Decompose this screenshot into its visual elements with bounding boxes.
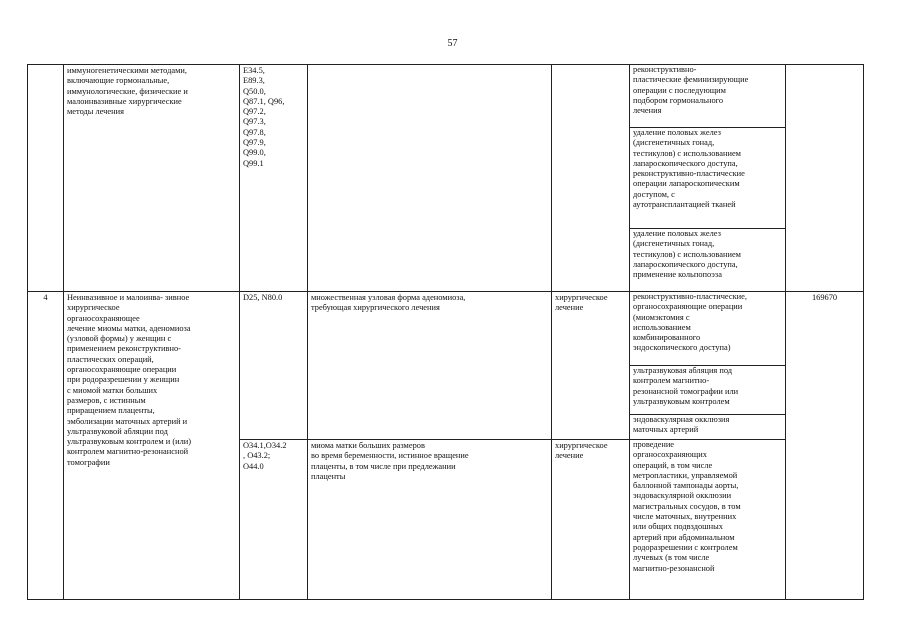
- text-line: миома матки больших размеров: [311, 441, 425, 450]
- medical-care-table: [27, 64, 864, 600]
- text-line: эндоваскулярной окклюзии: [633, 491, 732, 501]
- text-line: методы лечения: [67, 107, 124, 117]
- treatment-method-cell: [64, 65, 240, 292]
- text-line: доступом, с: [633, 189, 675, 199]
- text-line: требующая хирургического лечения: [311, 303, 440, 313]
- treatment-item: [630, 415, 785, 436]
- treatment-type-cell: [552, 440, 630, 600]
- treatment-item: [630, 128, 785, 229]
- text-line: применение кольпопоэза: [633, 270, 722, 280]
- text-line: томографии: [67, 457, 110, 467]
- text-line: Q99.0,: [243, 148, 266, 158]
- text-line: E89.3,: [243, 76, 265, 86]
- text-line: маточных артерий: [633, 425, 699, 435]
- row-number-cell: 4: [28, 292, 64, 600]
- text-line: Q99.1: [243, 158, 264, 168]
- text-line: E34.5,: [243, 66, 265, 75]
- text-line: тестикулов) с использованием: [633, 148, 741, 158]
- text-line: лечение: [555, 303, 584, 313]
- icd-codes-cell: [240, 292, 308, 440]
- text-line: операций, в том числе: [633, 460, 713, 470]
- text-line: числе маточных, внутренних: [633, 512, 737, 522]
- text-line: органосохраняющие операции: [67, 365, 177, 375]
- text-line: реконструктивно-пластические,: [633, 292, 747, 301]
- text-line: Q97.8,: [243, 127, 266, 137]
- text-line: (дисгенетичных гонад,: [633, 138, 715, 148]
- text-line: иммуногенетическими методами,: [67, 66, 187, 75]
- treatment-methods-cell: [630, 440, 786, 600]
- text-line: органосохраняющее: [67, 313, 140, 323]
- treatment-type-cell: [552, 292, 630, 440]
- text-line: ультразвуковая абляция под: [633, 366, 733, 375]
- patient-model-cell: [308, 65, 552, 292]
- treatment-methods-cell: [630, 292, 786, 440]
- text-line: ультразвуковой абляции под: [67, 426, 168, 436]
- treatment-item: [630, 366, 785, 415]
- text-line: плаценты: [311, 471, 346, 481]
- page-number: 57: [447, 38, 458, 49]
- patient-model-cell: [308, 440, 552, 600]
- treatment-item: [630, 229, 785, 280]
- text-line: резонансной томографии или: [633, 386, 739, 396]
- text-line: аутотрансплантацией тканей: [633, 200, 736, 210]
- text-line: (узловой формы) у женщин с: [67, 334, 172, 344]
- treatment-methods-cell: [630, 65, 786, 292]
- text-line: операции лапароскопическим: [633, 179, 740, 189]
- row-number-cell: [28, 65, 64, 292]
- text-line: ультразвуковым контролем и (или): [67, 437, 192, 447]
- text-line: реконструктивно-пластические: [633, 169, 745, 179]
- treatment-item: [630, 292, 785, 366]
- text-line: тестикулов) с использованием: [633, 249, 741, 259]
- text-line: Q97.2,: [243, 107, 266, 117]
- text-line: удаление половых желез: [633, 229, 721, 238]
- treatment-item: [630, 440, 785, 574]
- text-line: комбинированного: [633, 333, 701, 343]
- text-line: лапароскопического доступа,: [633, 259, 738, 269]
- text-line: , O43.2;: [243, 451, 271, 461]
- patient-model-cell: [308, 292, 552, 440]
- text-line: пластических операций,: [67, 354, 154, 364]
- text-line: приращением плаценты,: [67, 406, 155, 416]
- text-line: органосохраняющих: [633, 450, 707, 460]
- text-line: малоинвазивные хирургические: [67, 96, 182, 106]
- text-line: проведение: [633, 440, 675, 449]
- text-line: плаценты, в том числе при предлежании: [311, 461, 456, 471]
- icd-codes-cell: [240, 440, 308, 600]
- text-line: реконструктивно-: [633, 65, 697, 74]
- text-line: лечение: [555, 451, 584, 461]
- price-cell: 169670: [786, 292, 864, 600]
- text-line: Q50.0,: [243, 86, 266, 96]
- text-line: контролем магнитно-: [633, 376, 710, 386]
- text-line: подбором гормонального: [633, 95, 724, 105]
- text-line: пластические феминизирующие: [633, 75, 749, 85]
- text-line: родоразрешении с контролем: [633, 542, 738, 552]
- treatment-type-cell: [552, 65, 630, 292]
- text-line: лапароскопического доступа,: [633, 158, 738, 168]
- text-line: или общих подвздошных: [633, 522, 723, 532]
- text-line: Q97.9,: [243, 138, 266, 148]
- text-line: иммунологические, физические и: [67, 86, 188, 96]
- text-line: во время беременности, истинное вращение: [311, 451, 469, 461]
- text-line: ультразвуковым контролем: [633, 396, 730, 406]
- text-line: размеров, с истинным: [67, 395, 146, 405]
- text-line: баллонной тампонады аорты,: [633, 481, 739, 491]
- text-line: хирургическое: [555, 441, 608, 450]
- text-line: O44.0: [243, 461, 264, 471]
- text-line: Q97.3,: [243, 117, 266, 127]
- text-line: операции с последующим: [633, 85, 726, 95]
- icd-codes-cell: [240, 65, 308, 292]
- text-line: (миомэктомия с: [633, 312, 690, 322]
- text-line: хирургическое: [555, 293, 608, 302]
- text-line: (дисгенетичных гонад,: [633, 239, 715, 249]
- text-line: контролем магнитно-резонансной: [67, 447, 189, 457]
- treatment-method-cell: [64, 292, 240, 600]
- text-line: эндоскопического доступа): [633, 343, 731, 353]
- text-line: использованием: [633, 322, 691, 332]
- text-line: Q87.1, Q96,: [243, 96, 285, 106]
- text-line: множественная узловая форма аденомиоза,: [311, 293, 466, 302]
- text-line: удаление половых желез: [633, 128, 721, 137]
- text-line: эмболизации маточных артерий и: [67, 416, 188, 426]
- text-line: включающие гормональные,: [67, 76, 170, 86]
- text-line: Неинвазивное и малоинва- зивное: [67, 293, 190, 302]
- text-line: артерий при абдоминальном: [633, 532, 735, 542]
- text-line: лечения: [633, 106, 662, 116]
- text-line: D25, N80.0: [243, 293, 283, 302]
- table-row-continuation: [28, 65, 864, 292]
- text-line: хирургическое: [67, 303, 120, 313]
- text-line: лучевых (в том числе: [633, 553, 710, 563]
- text-line: O34.1,O34.2: [243, 441, 287, 450]
- text-line: магнитно-резонансной: [633, 563, 715, 573]
- text-line: при родоразрешении у женщин: [67, 375, 180, 385]
- text-line: с миомой матки больших: [67, 385, 158, 395]
- price-cell: [786, 65, 864, 292]
- text-line: применением реконструктивно-: [67, 344, 181, 354]
- table-row-4a: [28, 292, 864, 440]
- text-line: лечение миомы матки, аденомиоза: [67, 323, 191, 333]
- text-line: органосохраняющие операции: [633, 302, 743, 312]
- treatment-item: [630, 65, 785, 128]
- text-line: эндоваскулярная окклюзия: [633, 415, 730, 424]
- text-line: метропластики, управляемой: [633, 470, 738, 480]
- text-line: магистральных сосудов, в том: [633, 501, 741, 511]
